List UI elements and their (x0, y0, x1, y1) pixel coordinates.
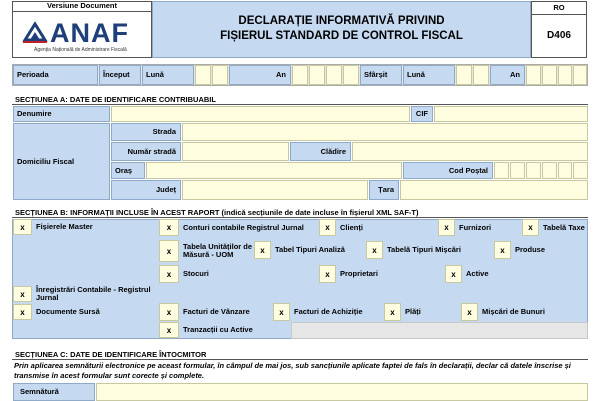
owners-label: Proprietari (340, 269, 378, 279)
logo-subtitle: Agenția Națională de Administrare Fiscală (34, 47, 127, 53)
gl-accounts-label: Conturi contabile Registrul Jurnal (183, 223, 304, 233)
customers-checkbox[interactable]: x (319, 219, 336, 236)
postal-code-digit-4[interactable] (542, 162, 557, 179)
end-year-digit-2[interactable] (542, 65, 557, 85)
stocks-label: Stocuri (183, 269, 209, 279)
payments-checkbox[interactable]: x (384, 303, 401, 321)
suppliers-checkbox[interactable]: x (438, 219, 455, 236)
name-field[interactable] (111, 106, 410, 122)
tax-table-label: Tabelă Taxe (543, 223, 585, 233)
assets-checkbox[interactable]: x (445, 265, 462, 283)
customers-label: Clienți (340, 222, 363, 232)
asset-transactions-checkbox[interactable]: x (159, 322, 179, 338)
version-label: Versiune Document (12, 1, 152, 12)
logo-text: ANAF (50, 18, 129, 48)
signature-field[interactable] (96, 383, 588, 401)
movement-of-goods-checkbox[interactable]: x (461, 303, 478, 321)
city-label: Oraș (111, 162, 145, 179)
start-month-digit-1[interactable] (195, 65, 211, 85)
source-documents-checkbox[interactable]: x (13, 304, 32, 320)
assets-label: Active (466, 269, 489, 279)
gl-entries-checkbox[interactable]: x (13, 286, 32, 302)
domicile-label: Domiciliu Fiscal (13, 123, 110, 200)
street-field[interactable] (182, 123, 588, 141)
country-code: RO (531, 1, 587, 15)
uom-table-label: Tabela Unităților de Măsură - UOM (183, 242, 253, 259)
postal-code-digit-3[interactable] (526, 162, 541, 179)
section-b-title: SECȚIUNEA B: INFORMAȚII INCLUSE ÎN ACEST RAPORT (indică secțiunile de date incluse în fișierul XML SAF-T) (12, 207, 588, 218)
end-month-digit-1[interactable] (456, 65, 472, 85)
master-files-checkbox[interactable]: x (13, 219, 32, 235)
form-title-line2: FIȘIERUL STANDARD DE CONTROL FISCAL (220, 30, 463, 42)
city-field[interactable] (146, 162, 402, 179)
purchase-invoices-checkbox[interactable]: x (273, 303, 290, 321)
start-year-digit-1[interactable] (292, 65, 308, 85)
country-field[interactable] (400, 180, 588, 200)
street-number-field[interactable] (182, 142, 289, 161)
start-year-label: An (229, 65, 291, 85)
movement-types-checkbox[interactable]: x (366, 241, 383, 259)
anaf-logo (22, 16, 147, 54)
gl-accounts-checkbox[interactable]: x (159, 219, 179, 236)
signature-label: Semnătură (13, 383, 95, 401)
payments-label: Plăți (405, 307, 421, 317)
period-label: Perioada (13, 65, 98, 85)
end-year-label: An (490, 65, 525, 85)
movement-of-goods-label: Mișcări de Bunuri (482, 307, 545, 317)
products-checkbox[interactable]: x (494, 241, 511, 259)
purchase-invoices-label: Facturi de Achiziție (294, 307, 363, 317)
building-field[interactable] (352, 142, 588, 161)
sales-invoices-checkbox[interactable]: x (159, 303, 179, 321)
end-year-digit-3[interactable] (558, 65, 572, 85)
end-year-digit-1[interactable] (526, 65, 541, 85)
section-a-title: SECȚIUNEA A: DATE DE IDENTIFICARE CONTRIBUABIL (12, 94, 588, 105)
form-code: D406 (547, 29, 571, 41)
county-label: Județ (111, 180, 181, 200)
stocks-checkbox[interactable]: x (159, 265, 179, 283)
start-month-digit-2[interactable] (212, 65, 228, 85)
end-month-digit-2[interactable] (473, 65, 489, 85)
form-title-line1: DECLARAȚIE INFORMATIVĂ PRIVIND (238, 15, 445, 27)
source-documents-label: Documente Sursă (36, 307, 100, 317)
owners-checkbox[interactable]: x (319, 265, 336, 283)
suppliers-label: Furnizori (459, 222, 492, 232)
analysis-types-checkbox[interactable]: x (254, 241, 271, 259)
gl-entries-label: Înregistrări Contabile - Registrul Jurnal (36, 285, 151, 302)
postal-code-digit-6[interactable] (573, 162, 588, 179)
section-c-title: SECȚIUNEA C: DATE DE IDENTIFICARE ÎNTOCMITOR (12, 349, 588, 360)
master-files-label: Fișierele Master (36, 222, 93, 232)
cif-field[interactable] (434, 106, 588, 122)
start-year-digit-3[interactable] (326, 65, 342, 85)
declaration-statement: Prin aplicarea semnăturii electronice pe aceast formular, în câmpul de mai jos, sub sancțiunile aplicate faptei de fals în declarații, declar că datele înscrise și transmise în acest formular sunt corecte și complete. (14, 361, 571, 380)
analysis-types-label: Tabel Tipuri Analiză (275, 245, 345, 255)
building-label: Clădire (290, 142, 351, 161)
tax-table-checkbox[interactable]: x (522, 219, 539, 236)
movement-types-label: Tabelă Tipuri Mișcări (387, 245, 461, 255)
end-label: Sfârșit (360, 65, 402, 85)
street-number-label: Număr stradă (111, 142, 181, 161)
street-label: Strada (111, 123, 181, 141)
county-field[interactable] (182, 180, 368, 200)
postal-code-digit-5[interactable] (558, 162, 572, 179)
start-month-label: Lună (142, 65, 194, 85)
start-label: Început (99, 65, 141, 85)
cif-label: CIF (411, 106, 433, 122)
products-label: Produse (515, 245, 546, 255)
start-year-digit-2[interactable] (309, 65, 325, 85)
name-label: Denumire (13, 106, 110, 122)
uom-table-checkbox[interactable]: x (159, 240, 179, 262)
postal-code-label: Cod Poștal (403, 162, 493, 179)
anaf-emblem-icon (22, 20, 48, 46)
start-year-digit-4[interactable] (343, 65, 359, 85)
country-label: Țara (369, 180, 399, 200)
blank-cell (291, 322, 588, 339)
end-month-label: Lună (403, 65, 455, 85)
postal-code-digit-2[interactable] (510, 162, 525, 179)
end-year-digit-4[interactable] (573, 65, 587, 85)
asset-transactions-label: Tranzacții cu Active (183, 325, 253, 335)
postal-code-digit-1[interactable] (494, 162, 509, 179)
sales-invoices-label: Facturi de Vânzare (183, 307, 250, 317)
